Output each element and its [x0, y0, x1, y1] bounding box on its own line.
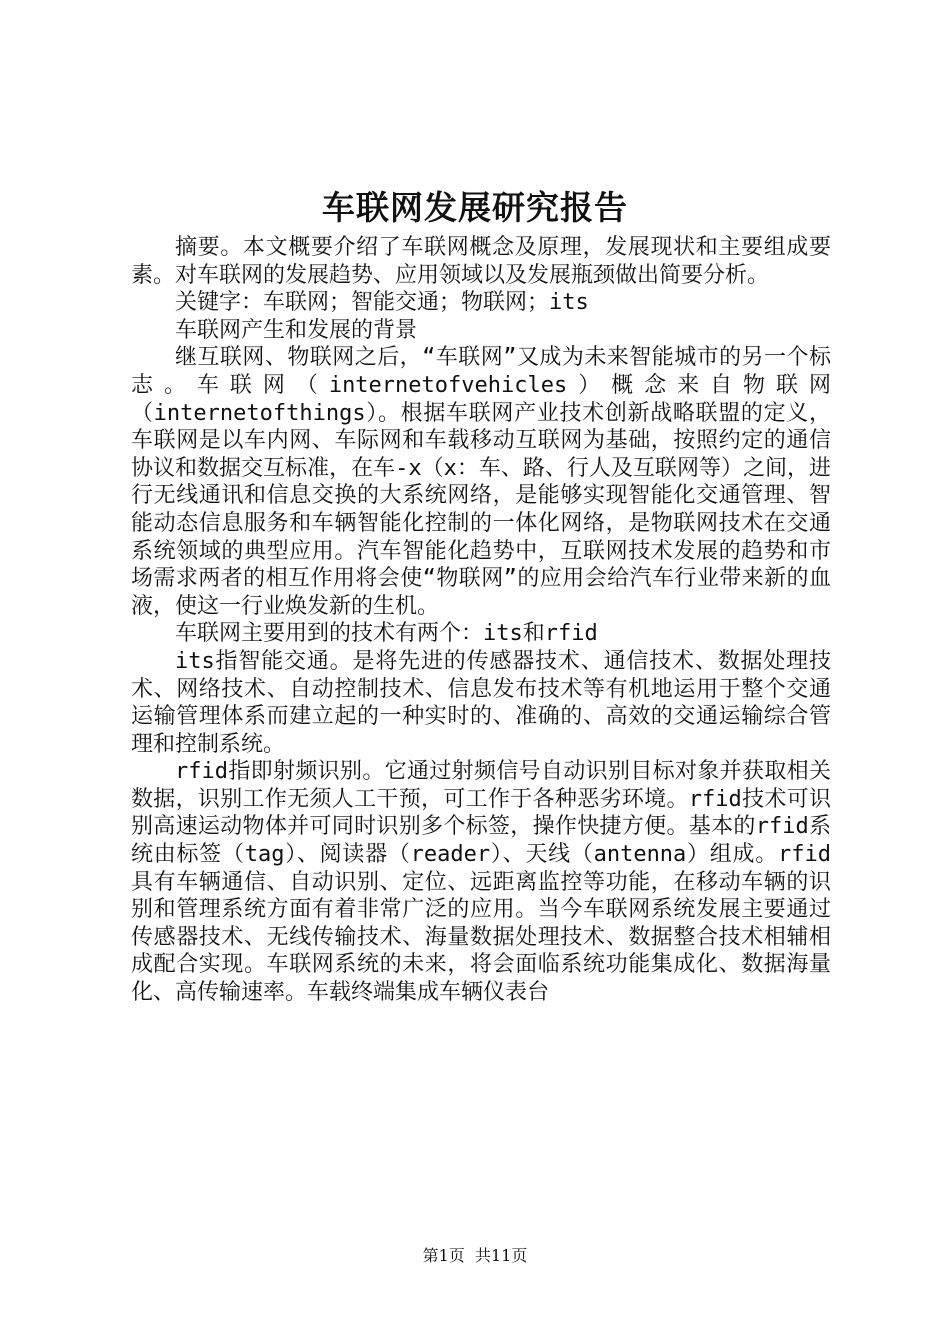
technologies-paragraph: 车联网主要用到的技术有两个：its和rfid — [175, 621, 598, 647]
footer-separator — [465, 1246, 475, 1265]
background-paragraph: 继互联网、物联网之后，“车联网”又成为未来智能城市的另一个标志。车联网（internetofvehicles）概念来自物联网（internetofthings）。根据车联网产业技术创新战略联盟的定义，车联网是以车内网、车际网和车载移动互联网为基础，按照约定的通信协议和数据交互标准，在车-x（x：车、路、行人及互联网等）之间，进行无线通讯和信息交换的大系统网络，是能够实现智能化交通管理、智能动态信息服务和车辆智能化控制的一体化网络，是物联网技术在交通系统领域的典型应用。汽车智能化趋势中，互联网技术发展的趋势和市场需求两者的相互作用将会使“物联网”的应用会给汽车行业带来新的血液，使这一行业焕发新的生机。 — [131, 345, 831, 619]
page-number: 第1页 — [422, 1246, 465, 1265]
keywords-paragraph: 关键字：车联网；智能交通；物联网；its — [175, 290, 589, 316]
document-title: 车联网发展研究报告 — [322, 188, 628, 227]
its-paragraph: its指智能交通。是将先进的传感器技术、通信技术、数据处理技术、网络技术、自动控制技术、信息发布技术等有机地运用于整个交通运输管理体系而建立起的一种实时的、准确的、高效的交通运输综合管理和控制系统。 — [131, 648, 831, 757]
page-total: 共11页 — [474, 1246, 528, 1265]
rfid-paragraph: rfid指即射频识别。它通过射频信号自动识别目标对象并获取相关数据，识别工作无须人工干预，可工作于各种恶劣环境。rfid技术可识别高速运动物体并可同时识别多个标签，操作快捷方便。基本的rfid系统由标签（tag）、阅读器（reader）、天线（antenna）组成。rfid具有车辆通信、自动识别、定位、远距离监控等功能，在移动车辆的识别和管理系统方面有着非常广泛的应用。当今车联网系统发展主要通过传感器技术、无线传输技术、海量数据处理技术、数据整合技术相辅相成配合实现。车联网系统的未来，将会面临系统功能集成化、数据海量化、高传输速率。车载终端集成车辆仪表台 — [131, 759, 831, 1006]
abstract-paragraph: 摘要。本文概要介绍了车联网概念及原理，发展现状和主要组成要素。对车联网的发展趋势、应用领域以及发展瓶颈做出简要分析。 — [131, 235, 831, 288]
page-footer — [0, 1245, 950, 1267]
document-body — [131, 234, 831, 1007]
section-heading-background: 车联网产生和发展的背景 — [175, 317, 418, 343]
